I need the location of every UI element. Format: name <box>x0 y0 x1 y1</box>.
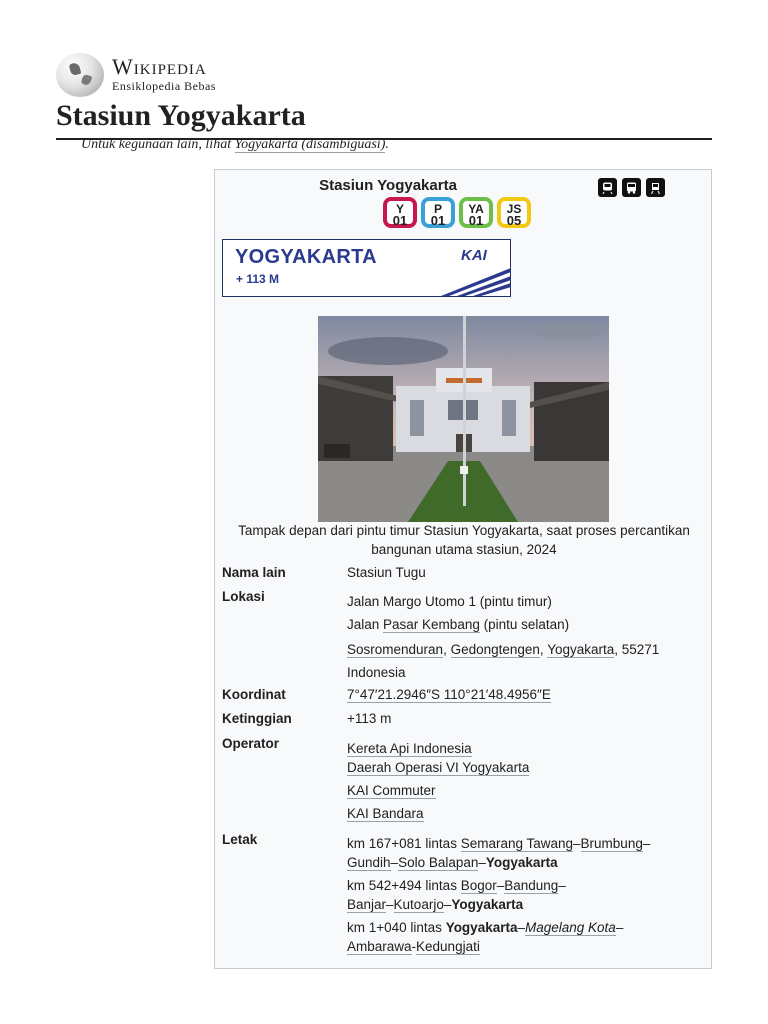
line-badge-code: Y <box>395 202 404 216</box>
lokasi-line-2-suffix: (pintu selatan) <box>479 617 570 632</box>
line-badge-number: 05 <box>506 213 522 228</box>
dash: – <box>443 897 452 912</box>
row-label: Ketinggian <box>222 711 292 726</box>
yogyakarta-link[interactable]: Yogyakarta <box>547 642 615 657</box>
page-title: Stasiun Yogyakarta <box>56 96 712 140</box>
station-name-sign[interactable] <box>222 239 511 297</box>
lokasi-line-2 <box>347 615 697 634</box>
kai-logo: KAI <box>461 247 487 264</box>
line-badge-number: 01 <box>392 213 408 228</box>
commuter-icon[interactable] <box>646 178 665 197</box>
train-icon[interactable] <box>598 178 617 197</box>
dash: – <box>517 920 525 935</box>
infobox <box>214 169 712 969</box>
sign-stripes <box>223 240 511 297</box>
lokasi-line-4: Indonesia <box>347 665 406 680</box>
row-label: Koordinat <box>222 687 286 702</box>
sign-station-name: YOGYAKARTA <box>235 246 377 268</box>
bandung-link[interactable]: Bandung <box>504 878 559 893</box>
row-label: Letak <box>222 832 258 847</box>
line-badge-ya[interactable] <box>459 197 493 228</box>
sign-elevation: + 113 M <box>236 272 280 286</box>
line-badge-y[interactable] <box>383 197 417 228</box>
current-station: Yogyakarta <box>485 855 558 870</box>
dash: – <box>386 897 394 912</box>
lokasi-line-1: Jalan Margo Utomo 1 (pintu timur) <box>347 594 552 609</box>
bogor-link[interactable]: Bogor <box>460 878 497 893</box>
sosromenduran-link[interactable]: Sosromenduran <box>347 642 444 657</box>
kereta-api-indonesia-link[interactable]: Kereta Api Indonesia <box>347 741 472 756</box>
ambarawa-link[interactable]: Ambarawa <box>347 939 412 954</box>
dash: – <box>642 836 651 851</box>
daop-vi-link[interactable]: Daerah Operasi VI Yogyakarta <box>347 760 530 775</box>
row-value <box>347 687 697 702</box>
magelang-kota-link[interactable]: Magelang Kota <box>525 920 616 935</box>
bus-icon[interactable] <box>622 178 641 197</box>
dash: – <box>478 855 486 870</box>
banjar-link[interactable]: Banjar <box>347 897 387 912</box>
dash: – <box>573 836 581 851</box>
kedungjati-link[interactable]: Kedungjati <box>416 939 480 954</box>
brumbung-link[interactable]: Brumbung <box>580 836 643 851</box>
separator: , <box>539 642 548 657</box>
coordinates-link[interactable]: 7°47′21.2946″S 110°21′48.4956″E <box>347 687 551 702</box>
row-value <box>347 592 697 686</box>
operator-line-3 <box>347 781 697 800</box>
km-text: km 1+040 lintas <box>347 920 446 935</box>
line-badge-js[interactable] <box>497 197 531 228</box>
solo-balapan-link[interactable]: Solo Balapan <box>398 855 479 870</box>
line-badges <box>383 197 531 228</box>
kai-commuter-link[interactable]: KAI Commuter <box>347 783 436 798</box>
operator-line-2 <box>347 758 697 777</box>
letak-line-1 <box>347 834 697 872</box>
dash: – <box>390 855 399 870</box>
gundih-link[interactable]: Gundih <box>347 855 391 870</box>
current-station: Yogyakarta <box>451 897 524 912</box>
kutoarjo-link[interactable]: Kutoarjo <box>393 897 444 912</box>
operator-line-4 <box>347 804 697 823</box>
row-value: +113 m <box>347 711 392 726</box>
line-badge-p[interactable] <box>421 197 455 228</box>
current-station: Yogyakarta <box>445 920 518 935</box>
pasar-kembang-link[interactable]: Pasar Kembang <box>383 617 480 632</box>
lokasi-line-3 <box>347 640 697 659</box>
wordmark[interactable] <box>112 56 216 94</box>
line-badge-number: 01 <box>430 213 446 228</box>
line-badge-code: YA <box>468 202 484 216</box>
row-value: Stasiun Tugu <box>347 565 426 580</box>
row-label: Operator <box>222 736 280 751</box>
dash: – <box>615 920 624 935</box>
operator-line-1 <box>347 739 697 758</box>
hatnote-link[interactable]: Yogyakarta (disambiguasi) <box>234 137 386 152</box>
row-value <box>347 739 697 827</box>
hyphen: - <box>411 939 417 954</box>
row-value <box>347 834 697 960</box>
line-badge-code: P <box>433 202 442 216</box>
postal-code: , 55271 <box>614 642 660 657</box>
transport-mode-icons <box>598 178 665 197</box>
kai-bandara-link[interactable]: KAI Bandara <box>347 806 424 821</box>
hatnote <box>81 137 389 153</box>
line-badge-number: 01 <box>468 213 484 228</box>
km-text: km 167+081 lintas <box>347 836 461 851</box>
row-label: Lokasi <box>222 589 265 604</box>
wordmark-tagline: Ensiklopedia Bebas <box>112 79 216 93</box>
wordmark-title: Wikipedia <box>112 54 207 79</box>
station-photo[interactable] <box>318 316 609 522</box>
km-text: km 542+494 lintas <box>347 878 461 893</box>
letak-line-2 <box>347 876 697 914</box>
line-badge-code: JS <box>506 202 522 216</box>
hatnote-suffix: . <box>385 137 389 152</box>
hatnote-prefix: Untuk kegunaan lain, lihat <box>81 137 235 152</box>
semarang-tawang-link[interactable]: Semarang Tawang <box>460 836 574 851</box>
gedongtengen-link[interactable]: Gedongtengen <box>450 642 540 657</box>
letak-line-3 <box>347 918 697 956</box>
photo-caption: Tampak depan dari pintu timur Stasiun Yogyakarta, saat proses percantikan bangunan utama stasiun, 2024 <box>238 523 690 557</box>
wikipedia-globe-logo[interactable] <box>56 53 104 97</box>
infobox-title: Stasiun Yogyakarta <box>319 177 457 194</box>
row-label: Nama lain <box>222 565 286 580</box>
lokasi-line-2-prefix: Jalan <box>347 617 384 632</box>
site-header <box>56 52 216 98</box>
dash: – <box>496 878 505 893</box>
dash: – <box>558 878 566 893</box>
separator: , <box>443 642 451 657</box>
